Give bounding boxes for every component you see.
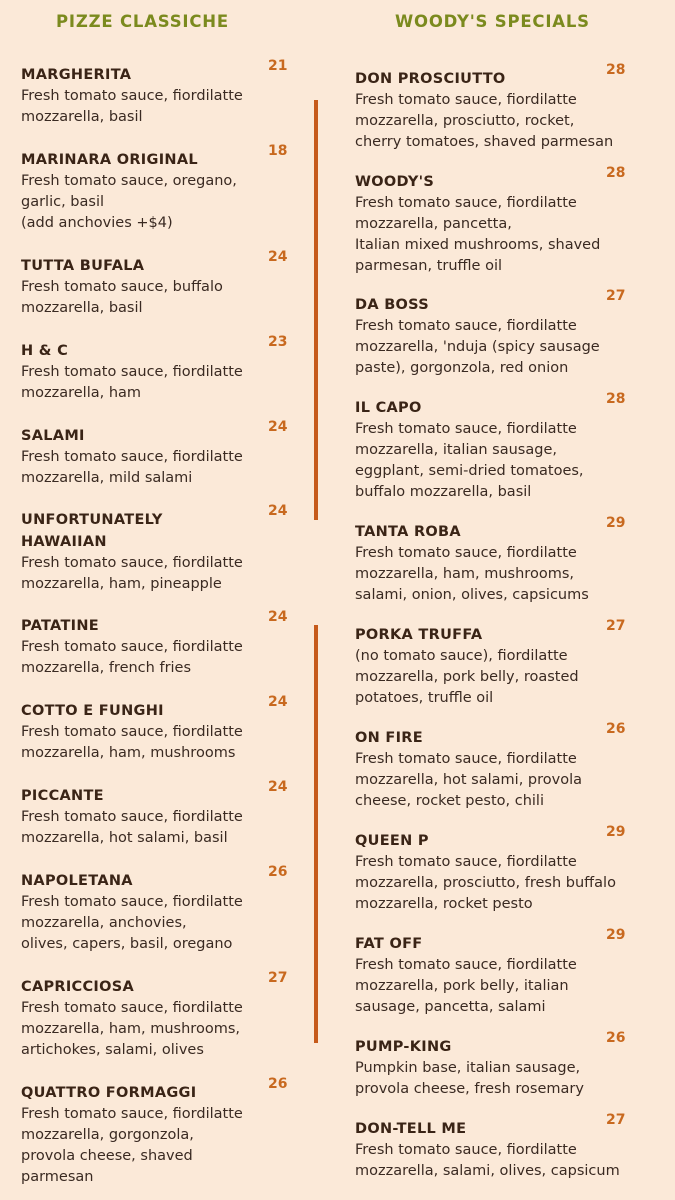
item-description-line: Fresh tomato sauce, fiordilatte	[355, 751, 577, 767]
menu-item	[355, 618, 630, 709]
item-description-line: Fresh tomato sauce, fiordilatte	[21, 724, 243, 740]
menu-item	[355, 721, 630, 812]
menu-item	[355, 824, 630, 915]
item-name: DON PROSCIUTTO	[355, 71, 506, 87]
item-description-line: mozzarella, ham, pineapple	[21, 576, 222, 592]
item-description-line: parmesan, truffle oil	[355, 258, 503, 274]
item-price: 29	[606, 824, 626, 840]
item-description-line: paste), gorgonzola, red onion	[355, 360, 569, 376]
item-description-line: mozzarella, gorgonzola,	[21, 1127, 194, 1143]
item-price: 24	[268, 419, 288, 435]
item-description-line: mozzarella, anchovies,	[21, 915, 187, 931]
item-price: 24	[268, 694, 288, 710]
item-price: 28	[606, 391, 626, 407]
menu-item	[355, 1030, 630, 1100]
menu-item	[21, 334, 291, 404]
item-name: FAT OFF	[355, 936, 423, 952]
menu-item	[355, 927, 630, 1018]
item-description-line: Fresh tomato sauce, fiordilatte	[21, 894, 243, 910]
item-description-line: cheese, rocket pesto, chili	[355, 793, 544, 809]
item-description-line: Fresh tomato sauce, fiordilatte	[21, 1000, 243, 1016]
item-price: 24	[268, 249, 288, 265]
menu-item	[21, 864, 291, 955]
menu-item	[355, 1112, 630, 1182]
item-description-line: mozzarella, basil	[21, 300, 143, 316]
item-description-line: cherry tomatoes, shaved parmesan	[355, 134, 614, 150]
item-description-line: mozzarella, mild salami	[21, 470, 193, 486]
item-description-line: Italian mixed mushrooms, shaved	[355, 237, 601, 253]
item-price: 28	[606, 165, 626, 181]
item-description-line: mozzarella, ham, mushrooms,	[21, 1021, 240, 1037]
menu-item	[21, 694, 291, 764]
item-name: QUEEN P	[355, 833, 429, 849]
item-description-line: eggplant, semi-dried tomatoes,	[355, 463, 584, 479]
item-name: SALAMI	[21, 428, 85, 444]
item-price: 21	[268, 58, 288, 74]
item-description-line: mozzarella, pork belly, roasted	[355, 669, 579, 685]
item-description-line: mozzarella, ham, mushrooms,	[355, 566, 574, 582]
item-description-line: Fresh tomato sauce, fiordilatte	[355, 854, 577, 870]
menu-item	[21, 970, 291, 1061]
item-name: ON FIRE	[355, 730, 423, 746]
item-price: 26	[606, 721, 626, 737]
section-heading: PIZZE CLASSICHE	[56, 12, 229, 31]
item-price: 27	[268, 970, 288, 986]
item-description-line: buffalo mozzarella, basil	[355, 484, 532, 500]
item-name: TANTA ROBA	[355, 524, 461, 540]
item-description-line: Fresh tomato sauce, fiordilatte	[355, 195, 577, 211]
menu-item	[355, 62, 630, 153]
item-description-line: mozzarella, basil	[21, 109, 143, 125]
item-description-line: mozzarella, hot salami, basil	[21, 830, 228, 846]
item-price: 26	[268, 864, 288, 880]
item-description-line: Fresh tomato sauce, fiordilatte	[355, 92, 577, 108]
column-divider	[314, 100, 318, 520]
item-price: 27	[606, 1112, 626, 1128]
item-name: MARGHERITA	[21, 67, 132, 83]
item-description-line: provola cheese, shaved	[21, 1148, 193, 1164]
menu-item	[355, 391, 630, 503]
column-divider	[314, 625, 318, 1043]
item-description-line: mozzarella, pancetta,	[355, 216, 512, 232]
menu-item	[21, 58, 291, 128]
item-price: 18	[268, 143, 288, 159]
item-price: 29	[606, 515, 626, 531]
item-price: 27	[606, 618, 626, 634]
item-description-line: Fresh tomato sauce, oregano,	[21, 173, 237, 189]
item-description-line: mozzarella, italian sausage,	[355, 442, 557, 458]
item-price: 27	[606, 288, 626, 304]
item-description-line: Fresh tomato sauce, fiordilatte	[21, 364, 243, 380]
menu-item	[21, 1076, 291, 1188]
item-description-line: Fresh tomato sauce, fiordilatte	[355, 421, 577, 437]
item-name: COTTO E FUNGHI	[21, 703, 164, 719]
item-name: PICCANTE	[21, 788, 104, 804]
item-name: CAPRICCIOSA	[21, 979, 135, 995]
item-description-line: Fresh tomato sauce, fiordilatte	[21, 555, 243, 571]
item-description-line: mozzarella, prosciutto, rocket,	[355, 113, 575, 129]
item-description-line: (no tomato sauce), fiordilatte	[355, 648, 568, 664]
item-description-line: mozzarella, prosciutto, fresh buffalo	[355, 875, 616, 891]
item-price: 26	[606, 1030, 626, 1046]
menu-item	[21, 143, 291, 234]
menu-item	[21, 419, 291, 489]
item-price: 28	[606, 62, 626, 78]
item-name: NAPOLETANA	[21, 873, 133, 889]
item-name: DA BOSS	[355, 297, 430, 313]
item-name: QUATTRO FORMAGGI	[21, 1085, 197, 1101]
item-description-line: mozzarella, rocket pesto	[355, 896, 533, 912]
menu-item	[355, 515, 630, 606]
item-description-line: mozzarella, salami, olives, capsicum	[355, 1163, 620, 1179]
item-description-line: garlic, basil	[21, 194, 104, 210]
menu-item	[355, 288, 630, 379]
item-description-line: Fresh tomato sauce, fiordilatte	[355, 1142, 577, 1158]
item-description-line: mozzarella, 'nduja (spicy sausage	[355, 339, 600, 355]
item-description-line: mozzarella, ham, mushrooms	[21, 745, 236, 761]
item-description-line: Fresh tomato sauce, fiordilatte	[21, 449, 243, 465]
item-description-line: olives, capers, basil, oregano	[21, 936, 233, 952]
item-description-line: Pumpkin base, italian sausage,	[355, 1060, 581, 1076]
item-description-line: (add anchovies +$4)	[21, 215, 173, 231]
item-description-line: Fresh tomato sauce, fiordilatte	[21, 1106, 243, 1122]
item-price: 24	[268, 503, 288, 519]
menu-item	[21, 779, 291, 849]
item-description-line: Fresh tomato sauce, fiordilatte	[21, 88, 243, 104]
item-description-line: Fresh tomato sauce, fiordilatte	[21, 639, 243, 655]
item-description-line: parmesan	[21, 1169, 94, 1185]
item-description-line: mozzarella, ham	[21, 385, 142, 401]
item-name: UNFORTUNATELY HAWAIIAN	[21, 512, 163, 550]
item-description-line: Fresh tomato sauce, fiordilatte	[21, 809, 243, 825]
menu-item	[21, 503, 291, 595]
item-name: MARINARA ORIGINAL	[21, 152, 198, 168]
item-price: 24	[268, 779, 288, 795]
item-description-line: artichokes, salami, olives	[21, 1042, 204, 1058]
item-name: IL CAPO	[355, 400, 422, 416]
item-description-line: Fresh tomato sauce, fiordilatte	[355, 957, 577, 973]
item-name: DON-TELL ME	[355, 1121, 467, 1137]
item-description-line: sausage, pancetta, salami	[355, 999, 546, 1015]
item-name: H & C	[21, 343, 69, 359]
section-heading: WOODY'S SPECIALS	[395, 12, 590, 31]
item-price: 24	[268, 609, 288, 625]
item-description-line: mozzarella, pork belly, italian	[355, 978, 569, 994]
item-description-line: mozzarella, hot salami, provola	[355, 772, 582, 788]
item-price: 26	[268, 1076, 288, 1092]
item-description-line: Fresh tomato sauce, fiordilatte	[355, 545, 577, 561]
menu-item	[21, 609, 291, 679]
item-description-line: Fresh tomato sauce, buffalo	[21, 279, 223, 295]
item-price: 29	[606, 927, 626, 943]
item-name: WOODY'S	[355, 174, 435, 190]
menu-item	[355, 165, 630, 277]
item-price: 23	[268, 334, 288, 350]
menu-item	[21, 249, 291, 319]
item-description-line: salami, onion, olives, capsicums	[355, 587, 589, 603]
item-name: PUMP-KING	[355, 1039, 452, 1055]
item-description-line: provola cheese, fresh rosemary	[355, 1081, 584, 1097]
item-name: PATATINE	[21, 618, 99, 634]
item-name: PORKA TRUFFA	[355, 627, 483, 643]
item-description-line: mozzarella, french fries	[21, 660, 192, 676]
item-name: TUTTA BUFALA	[21, 258, 145, 274]
item-description-line: potatoes, truffle oil	[355, 690, 494, 706]
item-description-line: Fresh tomato sauce, fiordilatte	[355, 318, 577, 334]
